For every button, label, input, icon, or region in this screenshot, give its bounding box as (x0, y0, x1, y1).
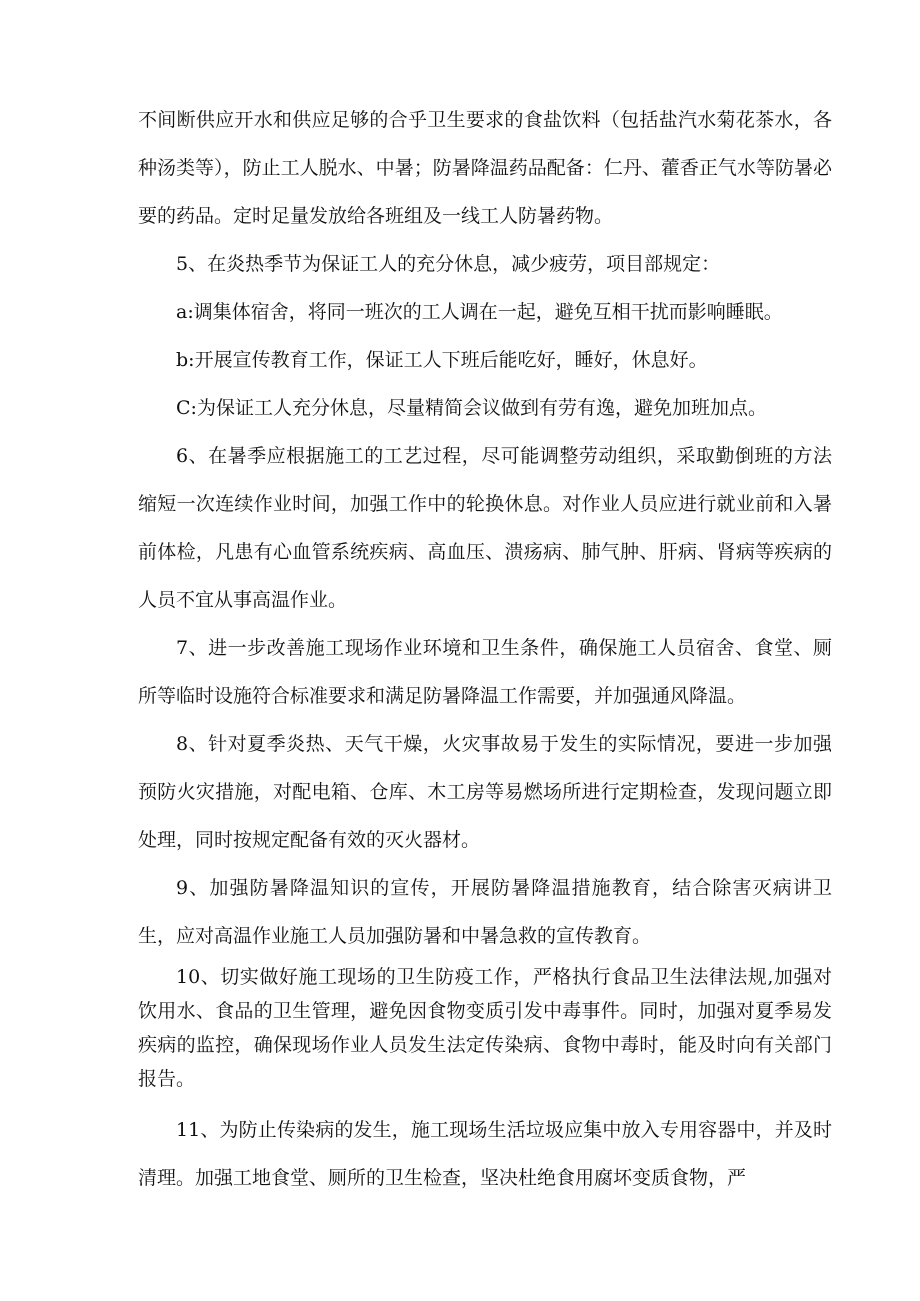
paragraph-item-9: 9、加强防暑降温知识的宣传，开展防暑降温措施教育，结合除害灭病讲卫生，应对高温作业施工人员加强防暑和中暑急救的宣传教育。 (138, 877, 832, 947)
paragraph-item-5: 5、在炎热季节为保证工人的充分休息，减少疲劳，项目部规定： (176, 253, 721, 275)
paragraph-item-5c: C:为保证工人充分休息，尽量精简会议做到有劳有逸，避免加班加点。 (176, 397, 767, 419)
paragraph-item-11: 11、为防止传染病的发生，施工现场生活垃圾应集中放入专用容器中，并及时清理。加强工地食堂、厕所的卫生检查，坚决杜绝食用腐坏变质食物，严 (138, 1119, 832, 1189)
document-page (138, 96, 832, 1202)
paragraph-continuation: 不间断供应开水和供应足够的合乎卫生要求的食盐饮料（包括盐汽水菊花茶水，各种汤类等），防止工人脱水、中暑；防暑降温药品配备：仁丹、藿香正气水等防暑必要的药品。定时足量发放给各班组及一线工人防暑药物。 (138, 109, 832, 227)
paragraph-item-6: 6、在暑季应根据施工的工艺过程，尽可能调整劳动组织，采取勤倒班的方法缩短一次连续作业时间，加强工作中的轮换休息。对作业人员应进行就业前和入暑前体检，凡患有心血管系统疾病、高血压、溃疡病、肺气肿、肝病、肾病等疾病的人员不宜从事高温作业。 (138, 445, 832, 611)
paragraph-item-5b: b:开展宣传教育工作，保证工人下班后能吃好，睡好，休息好。 (176, 349, 708, 371)
paragraph-item-7: 7、进一步改善施工现场作业环境和卫生条件，确保施工人员宿舍、食堂、厕所等临时设施符合标准要求和满足防暑降温工作需要，并加强通风降温。 (138, 637, 832, 707)
paragraph-item-10: 10、切实做好施工现场的卫生防疫工作，严格执行食品卫生法律法规,加强对饮用水、食品的卫生管理，避免因食物变质引发中毒事件。同时，加强对夏季易发疾病的监控，确保现场作业人员发生法定传染病、食物中毒时，能及时向有关部门报告。 (138, 966, 832, 1090)
paragraph-item-5a: a:调集体宿舍，将同一班次的工人调在一起，避免互相干扰而影响睡眠。 (176, 301, 783, 323)
paragraph-item-8: 8、针对夏季炎热、天气干燥，火灾事故易于发生的实际情况，要进一步加强预防火灾措施，对配电箱、仓库、木工房等易燃场所进行定期检查，发现问题立即处理，同时按规定配备有效的灭火器材。 (138, 733, 832, 851)
